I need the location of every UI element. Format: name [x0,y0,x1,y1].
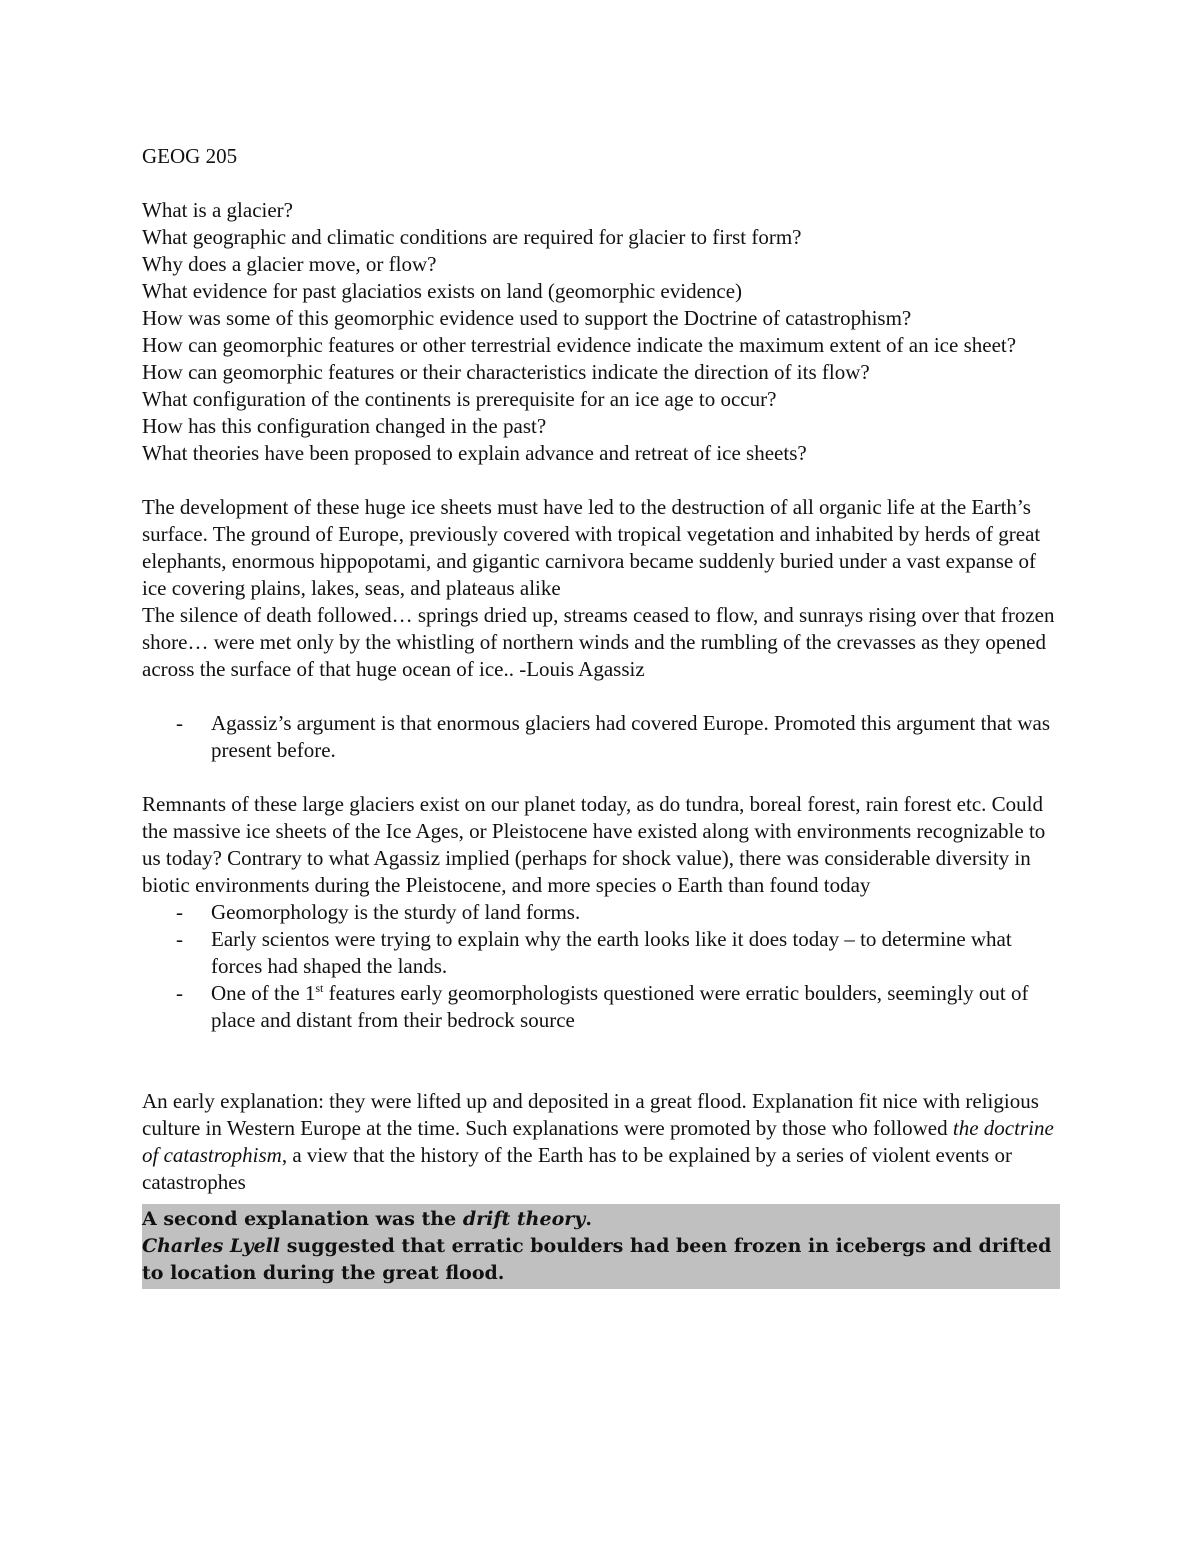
early-explanation-paragraph [142,1088,1062,1196]
spacer [142,467,1062,494]
question-item: How has this configuration changed in the past? [142,414,547,438]
question-item: What configuration of the continents is prerequisite for an ice age to occur? [142,387,777,411]
question-item: What geographic and climatic conditions are required for glacier to first form? [142,225,802,249]
spacer [142,1034,1062,1088]
bullet-item [142,710,1062,764]
drift-line-1 [142,1206,1058,1233]
bullet-text: Early scientos were trying to explain why the earth looks like it does today – to determine what forces had shaped the lands. [211,927,1012,978]
text-run: , a view that the history of the Earth has to be explained by a series of violent events or catastrophes [142,1143,1012,1194]
bullet-dash: - [176,711,183,735]
question-item: How was some of this geomorphic evidence used to support the Doctrine of catastrophism? [142,306,912,330]
bullet-text: Geomorphology is the sturdy of land forms. [211,900,581,924]
question-item: What is a glacier? [142,198,293,222]
highlighted-drift-block [142,1204,1060,1289]
question-item: What theories have been proposed to explain advance and retreat of ice sheets? [142,441,807,465]
spacer [142,683,1062,710]
bullet-dash: - [176,900,183,924]
bullet-item [142,899,1062,926]
question-list [142,197,1062,467]
remnants-paragraph: Remnants of these large glaciers exist on our planet today, as do tundra, boreal forest, rain forest etc. Could the massive ice sheets of the Ice Ages, or Pleistocene have existed along with environments recognizable to us today? Contrary to what Agassiz implied (perhaps for shock value), there was considerable diversity in biotic environments during the Pleistocene, and more species o Earth than found today [142,792,1046,897]
quote-paragraph: The development of these huge ice sheets must have led to the destruction of all organic life at the Earth’s surface. The ground of Europe, previously covered with tropical vegetation and inhabited by herds of great elephants, enormous hippopotami, and gigantic carnivora became suddenly buried under a vast expanse of ice covering plains, lakes, seas, and plateaus alike [142,495,1041,600]
bullet-text-end: features early geomorphologists questioned were erratic boulders, seemingly out of place and distant from their bedrock source [211,981,1029,1032]
spacer [142,764,1062,791]
bullet-text: Agassiz’s argument is that enormous glaciers had covered Europe. Promoted this argument that was present before. [211,711,1051,762]
bullet-text-start: One of the 1 [211,981,316,1005]
course-title: GEOG 205 [142,144,238,168]
document-page [142,143,1062,1289]
text-run: An early explanation: they were lifted up and deposited in a great flood. Explanation fit nice with religious culture in Western Europe at the time. Such explanations were promoted by those who followed [142,1089,1039,1140]
bullet-dash: - [176,981,183,1005]
bullet-text [211,981,1028,1032]
quote-paragraph: The silence of death followed… springs dried up, streams ceased to flow, and sunrays rising over that frozen shore… were met only by the whistling of northern winds and the rumbling of the crevasses as they opened across the surface of that huge ocean of ice.. -Louis Agassiz [142,603,1055,681]
bullet-item [142,926,1062,980]
spacer [142,170,1062,197]
question-item: How can geomorphic features or other terrestrial evidence indicate the maximum extent of an ice sheet? [142,333,1017,357]
question-item: Why does a glacier move, or flow? [142,252,437,276]
question-item: What evidence for past glaciatios exists on land (geomorphic evidence) [142,279,743,303]
drift-line-2 [142,1233,1058,1287]
italic-name: Charles Lyell [142,1235,281,1257]
italic-term: the doctrine of catastrophism [142,1116,1054,1167]
agassiz-quote [142,494,1062,683]
superscript: st [315,981,324,995]
text-run: suggested that erratic boulders had been frozen in icebergs and drifted to location during the great flood. [142,1235,1052,1284]
bullet-item [142,980,1062,1034]
bullet-list-geomorphology [142,899,1062,1034]
italic-term: drift theory [462,1208,586,1230]
bullet-list-agassiz [142,710,1062,764]
bullet-dash: - [176,927,183,951]
question-item: How can geomorphic features or their characteristics indicate the direction of its flow? [142,360,870,384]
text-run: . [585,1208,592,1230]
text-run: A second explanation was the [142,1208,463,1230]
